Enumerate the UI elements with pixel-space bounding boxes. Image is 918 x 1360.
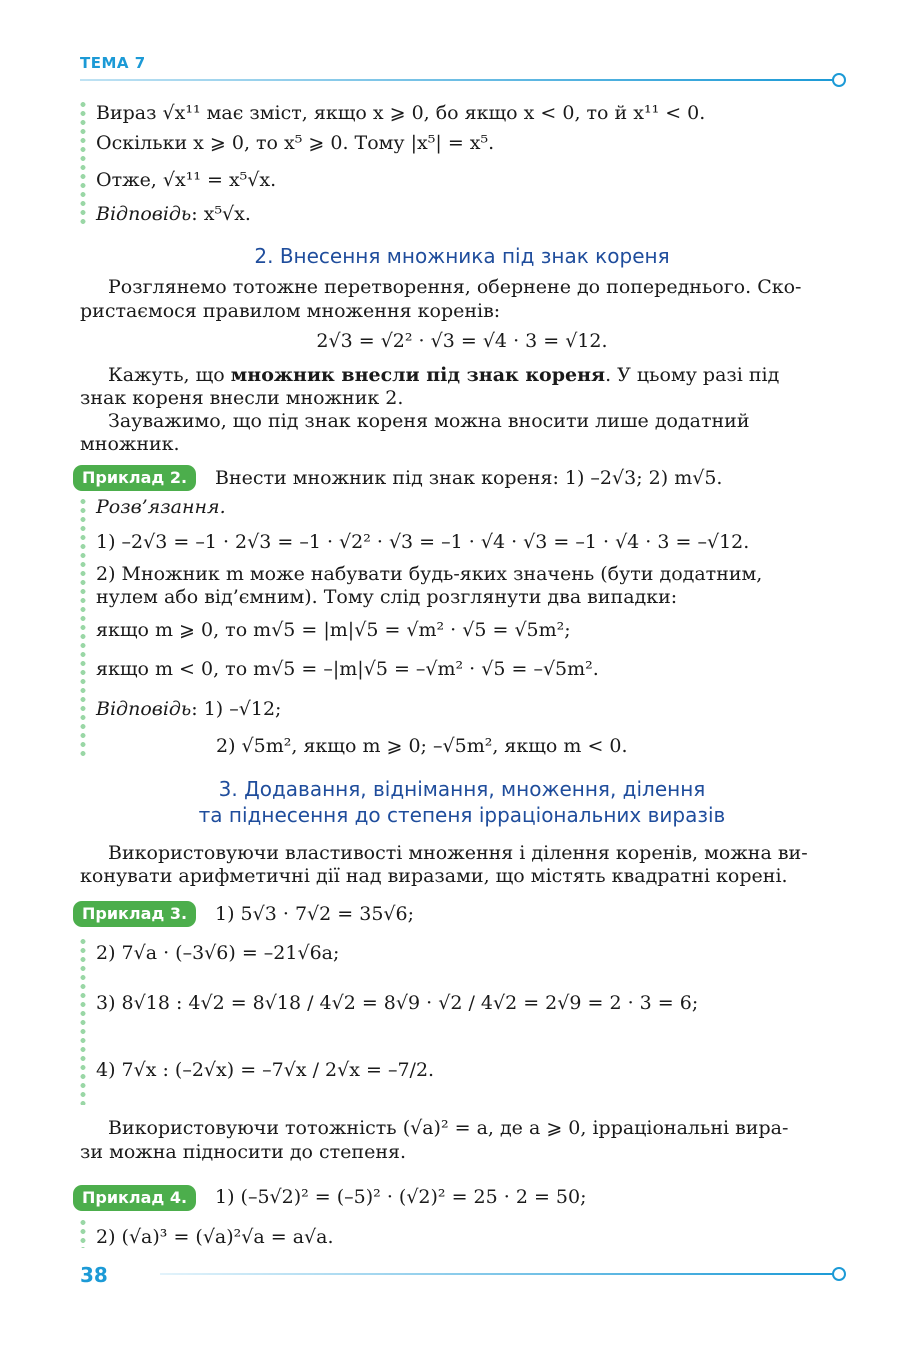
example-2-answer-1 (96, 696, 844, 722)
intro-line-3: Отже, √x¹¹ = x⁵√x. (96, 169, 277, 191)
topic-label: ТЕМА 7 (80, 54, 146, 72)
footer-rule (160, 1273, 834, 1275)
section-2-paragraph-1-line-1: Розглянемо тотожне перетворення, обернене до попереднього. Ско- (108, 276, 802, 298)
section-2-paragraph-3-line-1: Зауважимо, що під знак кореня можна вносити лише додатний (108, 410, 750, 432)
example-3-line-1: 1) 5√3 · 7√2 = 35√6; (215, 903, 414, 925)
answer-value: : 1) –√12; (191, 698, 282, 720)
section-3-title-line-2: та піднесення до степеня ірраціональних виразів (198, 803, 726, 827)
solution-label: Розв’язання. (96, 496, 226, 518)
example-2-solution-label (96, 494, 844, 520)
identity-paragraph-line-2: зи можна підносити до степеня. (80, 1141, 407, 1163)
text-run: Кажуть, що (108, 364, 231, 386)
example-4-badge: Приклад 4. (73, 1185, 196, 1211)
example-2-line-2: 2) Множник m може набувати будь-яких значень (бути додатним, (96, 563, 763, 585)
section-3-paragraph-line-2: конувати арифметичні дії над виразами, що містять квадратні корені. (80, 865, 788, 887)
page-number: 38 (80, 1263, 108, 1287)
section-2-formula: 2√3 = √2² · √3 = √4 · 3 = √12. (316, 330, 608, 352)
solution-dots (80, 100, 86, 226)
intro-line-2: Оскільки x ⩾ 0, то x⁵ ⩾ 0. Тому |x⁵| = x⁵. (96, 132, 495, 154)
identity-paragraph-line-1: Використовуючи тотожність (√a)² = a, де a ⩾ 0, ірраціональні вира- (108, 1117, 789, 1139)
example-2-badge: Приклад 2. (73, 465, 196, 491)
example-3-line-2: 2) 7√a · (–3√6) = –21√6a; (96, 942, 340, 964)
example-4-line-1: 1) (–5√2)² = (–5)² · (√2)² = 25 · 2 = 50; (215, 1186, 587, 1208)
example-2-answer-2: 2) √5m², якщо m ⩾ 0; –√5m², якщо m < 0. (216, 735, 628, 757)
answer-value: : x⁵√x. (191, 203, 251, 225)
section-2-paragraph-1-line-2: ристаємося правилом множення коренів: (80, 300, 501, 322)
example-2-line-5: якщо m < 0, то m√5 = –|m|√5 = –√m² · √5 = –√5m². (96, 658, 599, 680)
section-2-title: 2. Внесення множника під знак кореня (254, 244, 670, 268)
example-3-line-4: 4) 7√x : (–2√x) = –7√x / 2√x = –7/2. (96, 1059, 435, 1081)
example-2-line-1: 1) –2√3 = –1 · 2√3 = –1 · √2² · √3 = –1 · √4 · √3 = –1 · √4 · 3 = –√12. (96, 531, 750, 553)
intro-answer (96, 201, 844, 227)
header-rule (80, 79, 834, 81)
section-2-paragraph-3-line-2: множник. (80, 433, 180, 455)
text-run: . У цьому разі під (605, 364, 780, 386)
example-4-line-2: 2) (√a)³ = (√a)²√a = a√a. (96, 1226, 334, 1248)
footer-rule-end-dot (832, 1267, 846, 1281)
example-3-line-3: 3) 8√18 : 4√2 = 8√18 / 4√2 = 8√9 · √2 / 4√2 = 2√9 = 2 · 3 = 6; (96, 992, 699, 1014)
answer-label: Відповідь (96, 698, 192, 720)
section-2-paragraph-2-line-2: знак кореня внесли множник 2. (80, 387, 404, 409)
answer-label: Відповідь (96, 203, 192, 225)
header-rule-end-dot (832, 73, 846, 87)
solution-dots (80, 937, 86, 1105)
example-3-badge: Приклад 3. (73, 901, 196, 927)
key-term: множник внесли під знак кореня (230, 364, 606, 386)
section-3-title-line-1: 3. Додавання, віднімання, множення, ділення (218, 777, 706, 801)
intro-line-1: Вираз √x¹¹ має зміст, якщо x ⩾ 0, бо якщо x < 0, то й x¹¹ < 0. (96, 102, 706, 124)
example-2-task: Внести множник під знак кореня: 1) –2√3; 2) m√5. (215, 467, 723, 489)
example-2-line-4: якщо m ⩾ 0, то m√5 = |m|√5 = √m² · √5 = √5m²; (96, 619, 571, 641)
solution-dots (80, 1218, 86, 1248)
solution-dots (80, 497, 86, 759)
section-3-paragraph-line-1: Використовуючи властивості множення і ділення коренів, можна ви- (108, 842, 808, 864)
example-2-line-3: нулем або від’ємним). Тому слід розглянути два випадки: (96, 586, 678, 608)
